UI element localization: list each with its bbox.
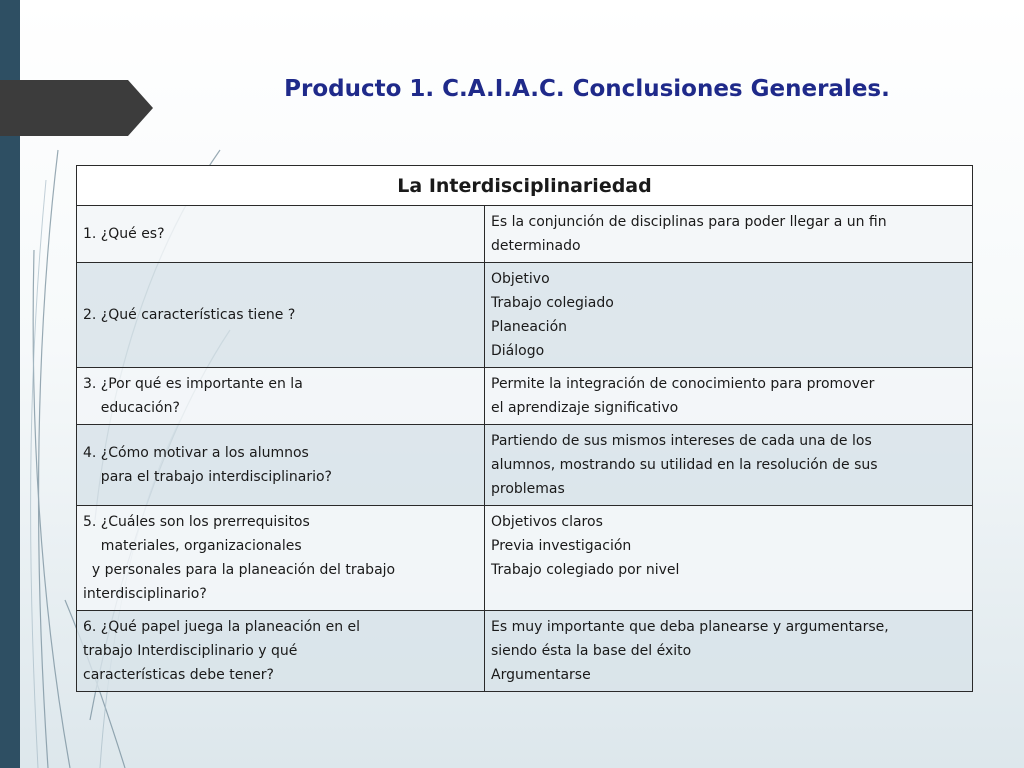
table-row <box>77 425 973 506</box>
question-line: 1. ¿Qué es? <box>83 226 165 242</box>
answer-cell <box>485 611 973 692</box>
question-line: trabajo Interdisciplinario y qué <box>83 643 298 659</box>
answer-line: problemas <box>491 481 565 497</box>
answer-line: Previa investigación <box>491 538 632 554</box>
answer-line: Permite la integración de conocimiento para promover <box>491 376 875 392</box>
question-cell <box>77 368 485 425</box>
answer-cell <box>485 206 973 263</box>
question-line: para el trabajo interdisciplinario? <box>83 469 332 485</box>
table-header: La Interdisciplinariedad <box>77 166 973 206</box>
title-arrow-tab <box>0 80 160 136</box>
question-line: 2. ¿Qué características tiene ? <box>83 307 296 323</box>
question-cell <box>77 506 485 611</box>
table-row <box>77 611 973 692</box>
question-line: 6. ¿Qué papel juega la planeación en el <box>83 619 361 635</box>
question-cell <box>77 611 485 692</box>
question-cell <box>77 263 485 368</box>
answer-line: siendo ésta la base del éxito <box>491 643 692 659</box>
table-row <box>77 368 973 425</box>
table-row <box>77 506 973 611</box>
answer-line: Es la conjunción de disciplinas para poder llegar a un fin <box>491 214 887 230</box>
answer-line: Planeación <box>491 319 568 335</box>
question-line: materiales, organizacionales <box>83 538 302 554</box>
answer-line: alumnos, mostrando su utilidad en la resolución de sus <box>491 457 878 473</box>
question-line: educación? <box>83 400 180 416</box>
answer-cell <box>485 425 973 506</box>
answer-cell <box>485 368 973 425</box>
answer-line: Objetivo <box>491 271 550 287</box>
question-line: características debe tener? <box>83 667 274 683</box>
question-line: 4. ¿Cómo motivar a los alumnos <box>83 445 309 461</box>
answer-line: determinado <box>491 238 581 254</box>
question-cell <box>77 206 485 263</box>
answer-line: Diálogo <box>491 343 545 359</box>
question-line: 3. ¿Por qué es importante en la <box>83 376 303 392</box>
answer-line: el aprendizaje significativo <box>491 400 679 416</box>
answer-cell <box>485 263 973 368</box>
answer-line: Es muy importante que deba planearse y argumentarse, <box>491 619 889 635</box>
slide-title: Producto 1. C.A.I.A.C. Conclusiones Generales. <box>284 76 890 102</box>
answer-line: Trabajo colegiado <box>491 295 614 311</box>
answer-cell <box>485 506 973 611</box>
question-line: interdisciplinario? <box>83 586 207 602</box>
question-line: y personales para la planeación del trabajo <box>83 562 396 578</box>
table-row <box>77 263 973 368</box>
question-line: 5. ¿Cuáles son los prerrequisitos <box>83 514 310 530</box>
question-cell <box>77 425 485 506</box>
table-row <box>77 206 973 263</box>
answer-line: Trabajo colegiado por nivel <box>491 562 680 578</box>
answer-line: Partiendo de sus mismos intereses de cada una de los <box>491 433 872 449</box>
interdisciplinarity-table <box>76 165 973 692</box>
answer-line: Argumentarse <box>491 667 591 683</box>
answer-line: Objetivos claros <box>491 514 603 530</box>
